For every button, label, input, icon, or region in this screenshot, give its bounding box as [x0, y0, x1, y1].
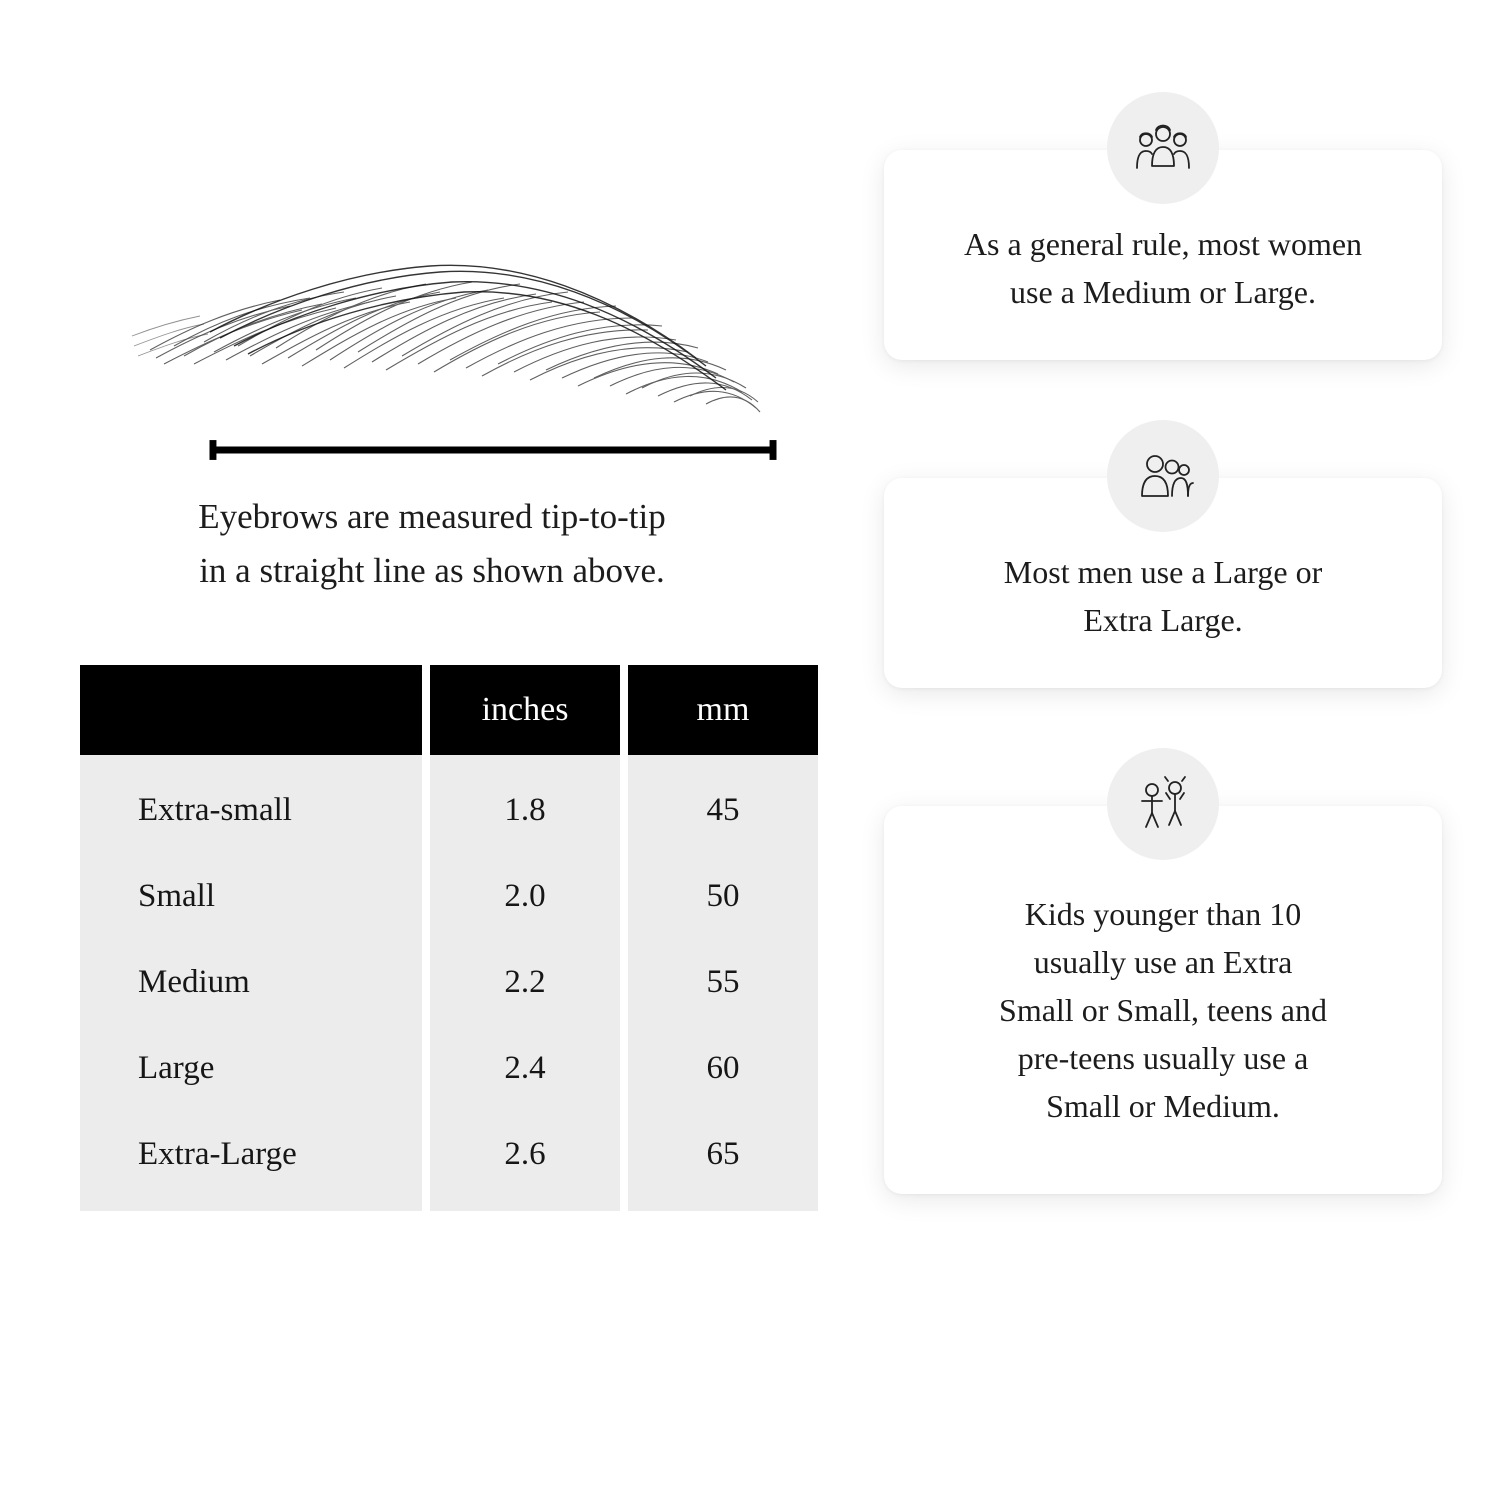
size-chart-table	[72, 665, 826, 1211]
table-row	[80, 940, 818, 1026]
cell-size: Large	[80, 1026, 422, 1112]
header-size	[80, 665, 422, 755]
figure-caption	[82, 490, 782, 599]
note-card-men	[884, 478, 1442, 688]
guidance-notes	[860, 150, 1440, 1312]
note-line-2: Extra Large.	[1083, 602, 1243, 638]
cell-mm: 60	[628, 1026, 818, 1112]
note-line-1: As a general rule, most women	[963, 226, 1363, 262]
cell-inches: 2.4	[430, 1026, 620, 1112]
note-line-4: pre-teens usually use a	[1017, 1040, 1309, 1076]
table-header-row	[80, 665, 818, 755]
cell-mm: 50	[628, 854, 818, 940]
header-mm: mm	[628, 665, 818, 755]
cell-inches: 2.6	[430, 1112, 620, 1211]
cell-inches: 2.2	[430, 940, 620, 1026]
table-row	[80, 1026, 818, 1112]
cell-inches: 2.0	[430, 854, 620, 940]
note-card-women	[884, 150, 1442, 360]
cell-mm: 55	[628, 940, 818, 1026]
cell-mm: 45	[628, 755, 818, 854]
measurement-section	[72, 150, 802, 1211]
kids-icon	[1107, 748, 1219, 860]
table-body	[80, 755, 818, 1211]
note-line-2: use a Medium or Large.	[1010, 274, 1316, 310]
caption-line-2: in a straight line as shown above.	[199, 551, 665, 591]
cell-mm: 65	[628, 1112, 818, 1211]
note-line-1: Most men use a Large or	[1003, 554, 1323, 590]
note-card-kids	[884, 806, 1442, 1194]
cell-size: Medium	[80, 940, 422, 1026]
measurement-bar-icon	[208, 438, 778, 462]
cell-size: Extra-small	[80, 755, 422, 854]
table-row	[80, 1112, 818, 1211]
men-group-icon	[1107, 420, 1219, 532]
cell-inches: 1.8	[430, 755, 620, 854]
note-line-3: Small or Small, teens and	[999, 992, 1327, 1028]
note-line-1: Kids younger than 10	[1024, 896, 1302, 932]
table-head	[80, 665, 818, 755]
table-row	[80, 854, 818, 940]
header-inches: inches	[430, 665, 620, 755]
cell-size: Extra-Large	[80, 1112, 422, 1211]
note-line-5: Small or Medium.	[1046, 1088, 1280, 1124]
women-group-icon	[1107, 92, 1219, 204]
caption-line-1: Eyebrows are measured tip-to-tip	[198, 497, 666, 536]
eyebrow-illustration-icon	[130, 150, 770, 450]
note-line-2: usually use an Extra	[1033, 944, 1293, 980]
eyebrow-figure	[130, 150, 770, 480]
table-row	[80, 755, 818, 854]
cell-size: Small	[80, 854, 422, 940]
